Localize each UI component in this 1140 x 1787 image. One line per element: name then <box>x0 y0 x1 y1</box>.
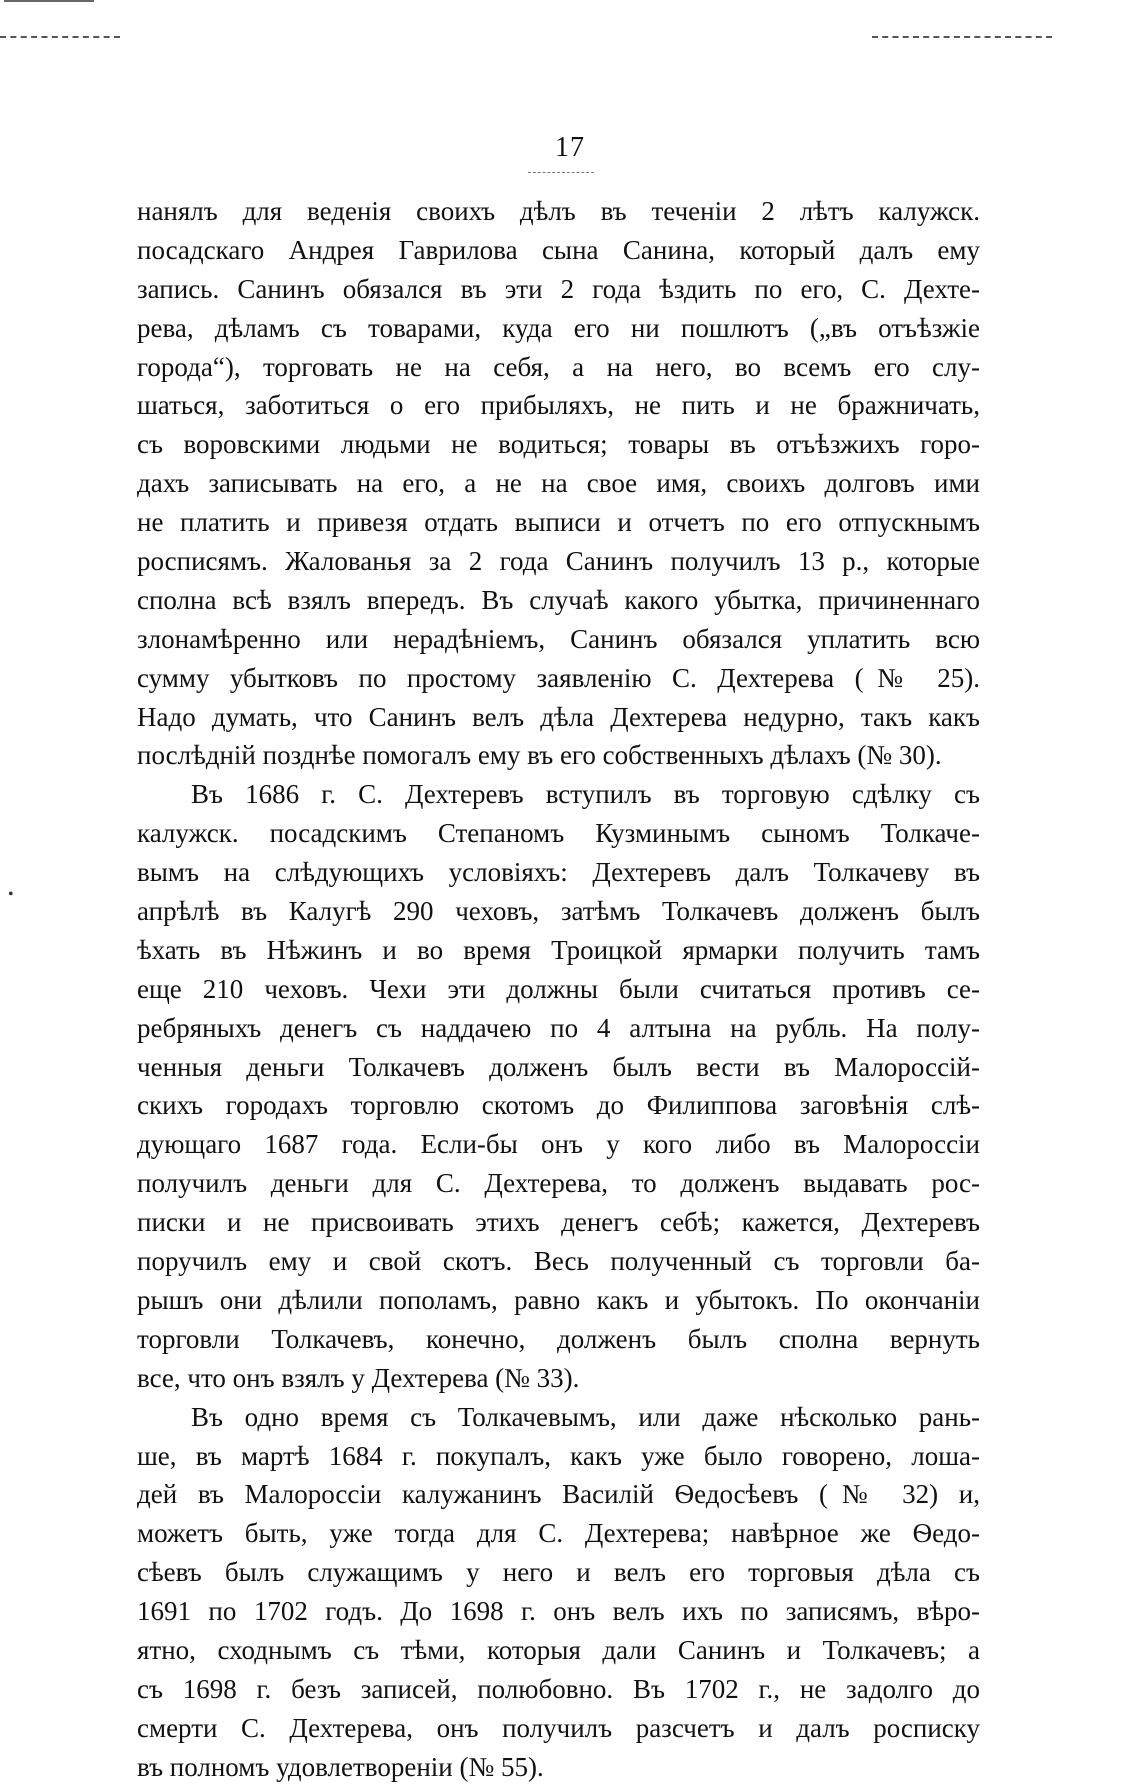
text-line: нанялъ для веденія своихъ дѣлъ въ теченіи 2 лѣтъ калужск. <box>137 196 980 226</box>
body-text <box>137 192 980 1787</box>
text-line: съ воровскими людьми не водиться; товары въ отъѣзжихъ горо- <box>137 429 980 460</box>
text-line: все, что онъ взялъ у Дехтерева (№ 33). <box>137 1362 580 1393</box>
text-line: послѣдній позднѣе помогалъ ему въ его собственныхъ дѣлахъ (№ 30). <box>137 740 942 771</box>
text-line: получилъ деньги для С. Дехтерева, то долженъ выдавать рос- <box>137 1168 980 1199</box>
text-line: сполна всѣ взялъ впередъ. Въ случаѣ какого убытка, причиненнаго <box>137 584 980 615</box>
text-line: росписямъ. Жалованья за 2 года Санинъ получилъ 13 р., которые <box>137 546 980 577</box>
text-line: ятно, сходнымъ съ тѣми, которыя дали Санинъ и Толкачевъ; а <box>137 1634 980 1665</box>
scan-edge-mark <box>4 0 94 2</box>
header-rule-left <box>0 36 120 38</box>
text-line: рышъ они дѣлили пополамъ, равно какъ и убытокъ. По окончаніи <box>137 1284 980 1315</box>
text-line: злонамѣренно или нерадѣніемъ, Санинъ обязался уплатить всю <box>137 623 980 654</box>
text-line: не платить и привезя отдать выписи и отчетъ по его отпускнымъ <box>137 507 980 538</box>
text-line: ѣхать въ Нѣжинъ и во время Троицкой ярмарки получить тамъ <box>137 934 980 965</box>
header-rule-right <box>872 36 1052 38</box>
text-line: можетъ быть, уже тогда для С. Дехтерева; навѣрное же Ѳедо- <box>137 1518 980 1549</box>
text-line: шаться, заботиться о его прибыляхъ, не пить и не бражничать, <box>137 390 980 421</box>
text-line: ченныя деньги Толкачевъ долженъ былъ вести въ Малороссій- <box>137 1051 980 1082</box>
text-line: скихъ городахъ торговлю скотомъ до Филиппова заговѣнія слѣ- <box>137 1090 980 1121</box>
text-line: дей въ Малороссіи калужанинъ Василій Ѳедосѣевъ (№ 32) и, <box>137 1479 980 1510</box>
text-line: Въ 1686 г. С. Дехтеревъ вступилъ въ торговую сдѣлку съ <box>191 779 980 810</box>
text-line: дахъ записывать на его, а не на свое имя, своихъ долговъ ими <box>137 468 980 499</box>
text-line: торговли Толкачевъ, конечно, долженъ былъ сполна вернуть <box>137 1323 980 1354</box>
text-line: смерти С. Дехтерева, онъ получилъ разсчетъ и далъ росписку <box>137 1712 980 1743</box>
text-line: вымъ на слѣдующихъ условіяхъ: Дехтеревъ далъ Толкачеву въ <box>137 857 980 888</box>
margin-mark: • <box>8 886 14 903</box>
text-line: посадскаго Андрея Гаврилова сына Санина, который далъ ему <box>137 234 980 265</box>
text-line: сѣевъ былъ служащимъ у него и велъ его торговыя дѣла съ <box>137 1557 980 1588</box>
page-number-rule <box>528 172 594 173</box>
text-line: дующаго 1687 года. Если-бы онъ у кого либо въ Малороссіи <box>137 1129 980 1160</box>
text-line: въ полномъ удовлетвореніи (№ 55). <box>137 1751 544 1782</box>
text-line: Въ одно время съ Толкачевымъ, или даже нѣсколько рань- <box>191 1401 980 1432</box>
text-line: ше, въ мартѣ 1684 г. покупалъ, какъ уже было говорено, лоша- <box>137 1440 980 1471</box>
text-line: калужск. посадскимъ Степаномъ Кузминымъ сыномъ Толкаче- <box>137 818 980 849</box>
text-line: города“), торговать не на себя, а на него, во всемъ его слу- <box>137 351 980 382</box>
text-line: запись. Санинъ обязался въ эти 2 года ѣздить по его, С. Дехте- <box>137 273 980 304</box>
paragraph-1 <box>137 192 980 775</box>
text-line: ребряныхъ денегъ съ наддачею по 4 алтына на рубль. На полу- <box>137 1012 980 1043</box>
text-line: 1691 по 1702 годъ. До 1698 г. онъ велъ ихъ по записямъ, вѣро- <box>137 1596 980 1627</box>
text-line: апрѣлѣ въ Калугѣ 290 чеховъ, затѣмъ Толкачевъ долженъ былъ <box>137 896 980 927</box>
text-line: Надо думать, что Санинъ велъ дѣла Дехтерева недурно, такъ какъ <box>137 701 980 732</box>
text-line: сумму убытковъ по простому заявленію С. Дехтерева (№ 25). <box>137 662 980 693</box>
text-line: писки и не присвоивать этихъ денегъ себѣ; кажется, Дехтеревъ <box>137 1207 980 1238</box>
paragraph-2 <box>137 775 980 1397</box>
page-number: 17 <box>555 132 585 163</box>
text-line: рева, дѣламъ съ товарами, куда его ни пошлютъ („въ отъѣзжіе <box>137 312 980 343</box>
paragraph-3 <box>137 1398 980 1787</box>
text-line: еще 210 чеховъ. Чехи эти должны были считаться противъ се- <box>137 973 980 1004</box>
text-line: съ 1698 г. безъ записей, полюбовно. Въ 1702 г., не задолго до <box>137 1673 980 1704</box>
text-line: поручилъ ему и свой скотъ. Весь полученный съ торговли ба- <box>137 1246 980 1277</box>
